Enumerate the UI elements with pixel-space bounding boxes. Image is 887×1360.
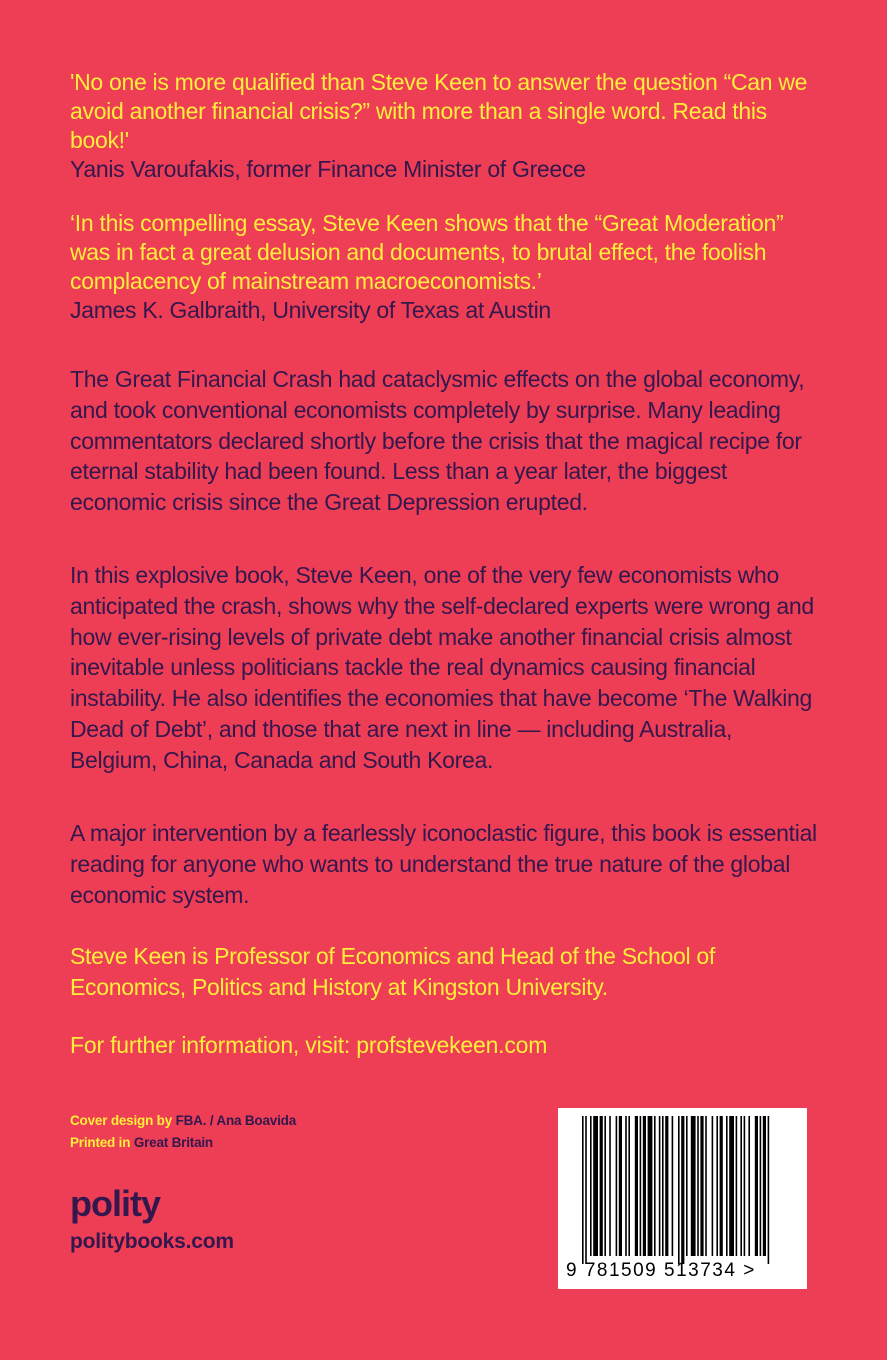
paragraph-text: The Great Financial Crash had cataclysmic effects on the global economy, and took conventional economists completely by surprise. Many leading commentators declared shortly before the crisis that the magical recipe for eternal stability had been found. Less than a year later, the biggest economic crisis since the Great Depression erupted. bbox=[70, 366, 805, 516]
quote-text: ‘In this compelling essay, Steve Keen shows that the “Great Moderation” was in fact a great delusion and documents, to brutal effect, the foolish complacency of mainstream macroeconomists.’ bbox=[70, 210, 784, 294]
cover-design-credit bbox=[70, 1110, 296, 1132]
quote-text: 'No one is more qualified than Steve Keen to answer the question “Can we avoid another financial crisis?” with more than a single word. Read this book!' bbox=[70, 69, 808, 153]
cover-design-value: FBA. / Ana Boavida bbox=[175, 1113, 296, 1128]
description-paragraph-1 bbox=[70, 364, 820, 518]
printed-in-label: Printed in bbox=[70, 1135, 134, 1150]
description-paragraph-3 bbox=[70, 818, 820, 910]
endorsement-quote-2 bbox=[70, 209, 820, 325]
endorsement-quote-1 bbox=[70, 68, 820, 184]
further-info-line: For further information, visit: profstevekeen.com bbox=[70, 1032, 548, 1058]
author-bio-text: Steve Keen is Professor of Economics and Head of the School of Economics, Politics and History at Kingston University. bbox=[70, 943, 715, 1000]
printed-in-value: Great Britain bbox=[133, 1135, 213, 1150]
paragraph-text: A major intervention by a fearlessly iconoclastic figure, this book is essential reading for anyone who wants to understand the true nature of the global economic system. bbox=[70, 820, 817, 908]
isbn-barcode bbox=[558, 1108, 807, 1289]
publisher-url: politybooks.com bbox=[70, 1230, 234, 1253]
author-bio bbox=[70, 941, 820, 1003]
credits bbox=[70, 1110, 296, 1154]
paragraph-text: In this explosive book, Steve Keen, one of the very few economists who anticipated the crash, shows why the self-declared experts were wrong and how ever-rising levels of private debt make another financial crisis almost inevitable unless politicians tackle the real dynamics causing financial instability. He also identifies the economies that have become ‘The Walking Dead of Debt’, and those that are next in line — including Australia, Belgium, China, Canada and South Korea. bbox=[70, 562, 814, 773]
printed-in-credit bbox=[70, 1132, 296, 1154]
cover-design-label: Cover design by bbox=[70, 1113, 176, 1128]
description-paragraph-2 bbox=[70, 560, 820, 776]
quote-attribution: Yanis Varoufakis, former Finance Minister of Greece bbox=[70, 156, 586, 182]
publisher-logo: polity bbox=[70, 1183, 160, 1224]
isbn-number: 9 781509 513734 > bbox=[566, 1260, 756, 1281]
quote-attribution: James K. Galbraith, University of Texas at Austin bbox=[70, 297, 551, 323]
